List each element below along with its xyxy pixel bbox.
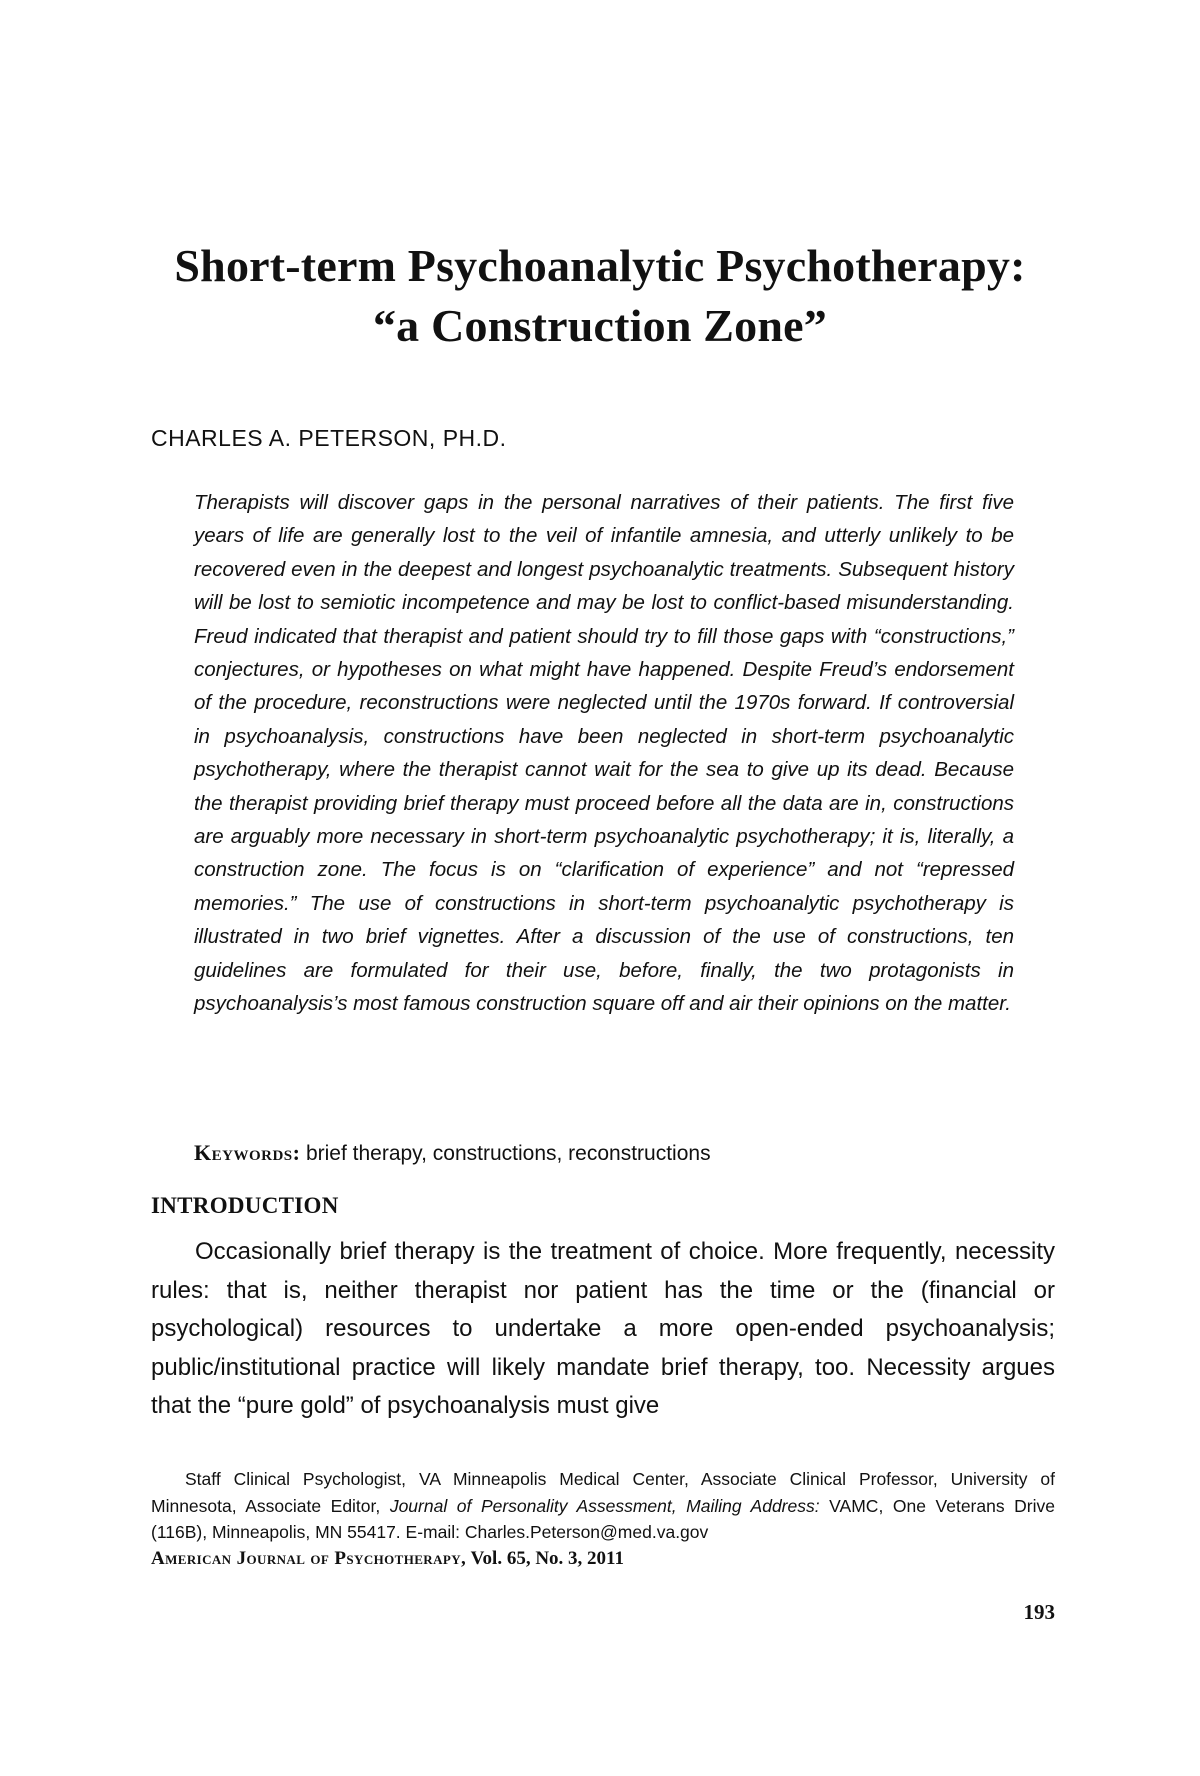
abstract: Therapists will discover gaps in the personal narratives of their patients. The first five years of life are generally lost to the veil of infantile amnesia, and utterly unlikely to be recovered even in the deepest and longest psychoanalytic treatments. Subsequent history will be lost to semiotic incompetence and may be lost to conflict-based misunderstanding. Freud indicated that therapist and patient should try to fill those gaps with “constructions,” conjectures, or hypotheses on what might have happened. Despite Freud’s endorsement of the procedure, reconstructions were neglected until the 1970s forward. If controversial in psychoanalysis, constructions have been neglected in short-term psychoanalytic psychotherapy, where the therapist cannot wait for the sea to give up its dead. Because the therapist providing brief therapy must proceed before all the data are in, constructions are arguably more necessary in short-term psychoanalytic psychotherapy; it is, literally, a construction zone. The focus is on “clarification of experience” and not “repressed memories.” The use of constructions in short-term psychoanalytic psychotherapy is illustrated in two brief vignettes. After a discussion of the use of constructions, ten guidelines are formulated for their use, before, finally, the two protagonists in psychoanalysis’s most famous construction square off and air their opinions on the matter. bbox=[194, 491, 1014, 1016]
footnote-address: VAMC, One Veterans Drive (116B), Minneapolis, MN 55417. E-mail: Charles.Peterson@med.va.gov bbox=[151, 1495, 1055, 1542]
footnote-journal-reference: Journal of Personality Assessment, Mailing Address: bbox=[389, 1495, 820, 1516]
section-heading: INTRODUCTION bbox=[151, 1193, 339, 1218]
keywords-text: brief therapy, constructions, reconstructions bbox=[305, 1142, 711, 1165]
article-title-line-2: “a Construction Zone” bbox=[372, 300, 827, 351]
author-footnote bbox=[151, 1466, 1055, 1546]
author-name: CHARLES A. PETERSON, PH.D. bbox=[151, 425, 507, 451]
journal-name: American Journal of Psychotherapy, bbox=[151, 1548, 467, 1569]
journal-citation bbox=[151, 1548, 624, 1570]
page-number: 193 bbox=[1023, 1600, 1055, 1624]
footnote-affiliation: Staff Clinical Psychologist, VA Minneapolis Medical Center, Associate Clinical Professor, University of Minnesota, Associate Editor, bbox=[151, 1469, 1055, 1516]
article-title bbox=[100, 236, 1100, 356]
journal-volume: Vol. 65, No. 3, 2011 bbox=[466, 1548, 625, 1569]
body-paragraph: Occasionally brief therapy is the treatment of choice. More frequently, necessity rules: that is, neither therapist nor patient has the time or the (financial or psychological) resources to undertake a more open-ended psychoanalysis; public/institutional practice will likely mandate brief therapy, too. Necessity argues that the “pure gold” of psychoanalysis must give bbox=[151, 1238, 1055, 1419]
keywords bbox=[194, 1140, 711, 1166]
article-title-line-1: Short-term Psychoanalytic Psychotherapy: bbox=[174, 240, 1026, 291]
keywords-label: Keywords: bbox=[194, 1140, 301, 1165]
